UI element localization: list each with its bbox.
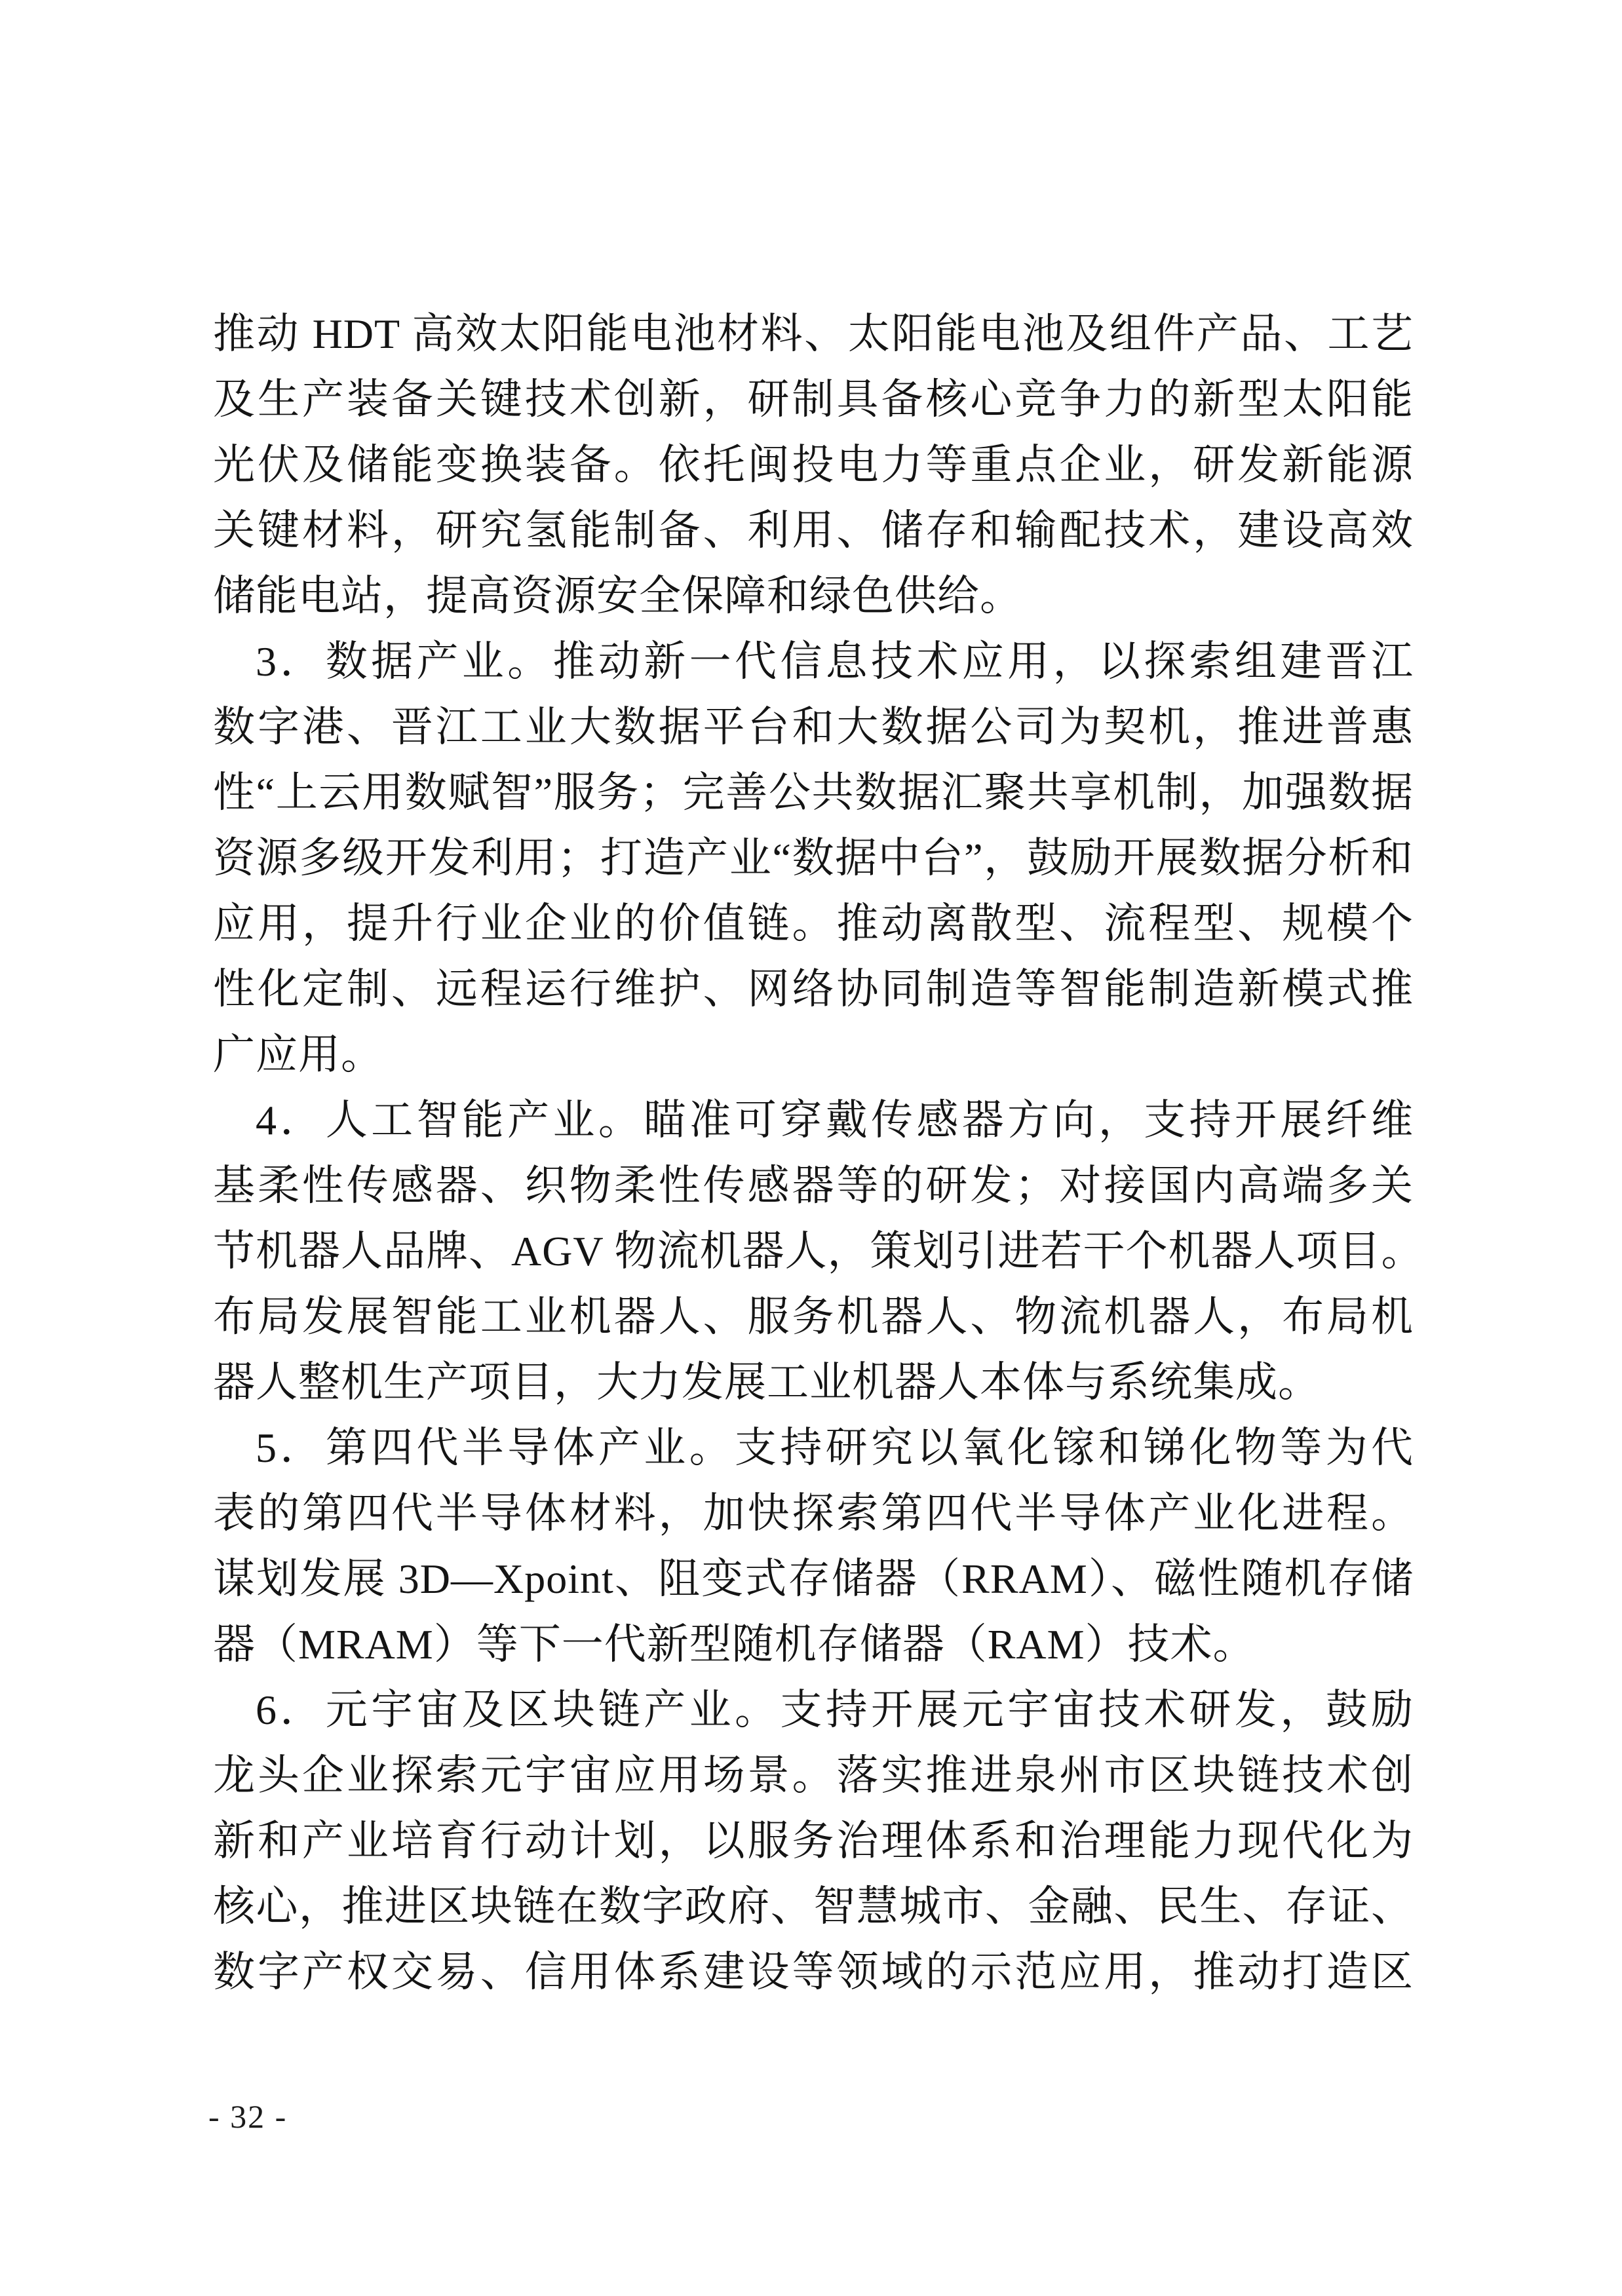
text-line: 数字产权交易、信用体系建设等领域的示范应用，推动打造区 — [213, 1949, 1414, 1995]
text-line: 及生产装备关键技术创新，研制具备核心竞争力的新型太阳能 — [213, 376, 1414, 423]
text-line: 储能电站，提高资源安全保障和绿色供给。 — [213, 573, 1022, 619]
text-line: 性“上云用数赋智”服务；完善公共数据汇聚共享机制，加强数据 — [213, 769, 1414, 816]
text-line: 核心，推进区块链在数字政府、智慧城市、金融、民生、存证、 — [213, 1883, 1414, 1930]
text-line: 谋划发展 3D—Xpoint、阻变式存储器（RRAM）、磁性随机存储 — [213, 1556, 1414, 1602]
text-line: 6．元宇宙及区块链产业。支持开展元宇宙技术研发，鼓励 — [256, 1687, 1414, 1733]
text-line: 4．人工智能产业。瞄准可穿戴传感器方向，支持开展纤维 — [256, 1097, 1414, 1143]
text-line: 性化定制、远程运行维护、网络协同制造等智能制造新模式推 — [213, 966, 1414, 1012]
text-line: 布局发展智能工业机器人、服务机器人、物流机器人，布局机 — [213, 1293, 1414, 1340]
text-line: 光伏及储能变换装备。依托闽投电力等重点企业，研发新能源 — [213, 442, 1414, 488]
text-line: 新和产业培育行动计划，以服务治理体系和治理能力现代化为 — [213, 1818, 1414, 1864]
text-line: 关键材料，研究氢能制备、利用、储存和输配技术，建设高效 — [213, 507, 1414, 554]
text-line: 数字港、晋江工业大数据平台和大数据公司为契机，推进普惠 — [213, 704, 1414, 750]
text-line: 龙头企业探索元宇宙应用场景。落实推进泉州市区块链技术创 — [213, 1752, 1414, 1799]
text-line: 基柔性传感器、织物柔性传感器等的研发；对接国内高端多关 — [213, 1162, 1414, 1209]
text-line: 5．第四代半导体产业。支持研究以氧化镓和锑化物等为代 — [256, 1425, 1414, 1471]
text-line: 应用，提升行业企业的价值链。推动离散型、流程型、规模个 — [213, 900, 1414, 947]
text-line: 器（MRAM）等下一代新型随机存储器（RAM）技术。 — [213, 1621, 1256, 1668]
page-number: - 32 - — [208, 2098, 288, 2135]
text-line: 表的第四代半导体材料，加快探索第四代半导体产业化进程。 — [213, 1490, 1414, 1537]
text-line: 资源多级开发利用；打造产业“数据中台”，鼓励开展数据分析和 — [213, 835, 1414, 881]
text-line: 推动 HDT 高效太阳能电池材料、太阳能电池及组件产品、工艺 — [213, 311, 1414, 357]
text-line: 广应用。 — [213, 1031, 383, 1078]
text-line: 器人整机生产项目，大力发展工业机器人本体与系统集成。 — [213, 1359, 1321, 1406]
text-line: 节机器人品牌、AGV 物流机器人，策划引进若干个机器人项目。 — [213, 1228, 1424, 1274]
text-line: 3．数据产业。推动新一代信息技术应用，以探索组建晋江 — [256, 638, 1414, 685]
document-body — [213, 301, 1424, 2005]
